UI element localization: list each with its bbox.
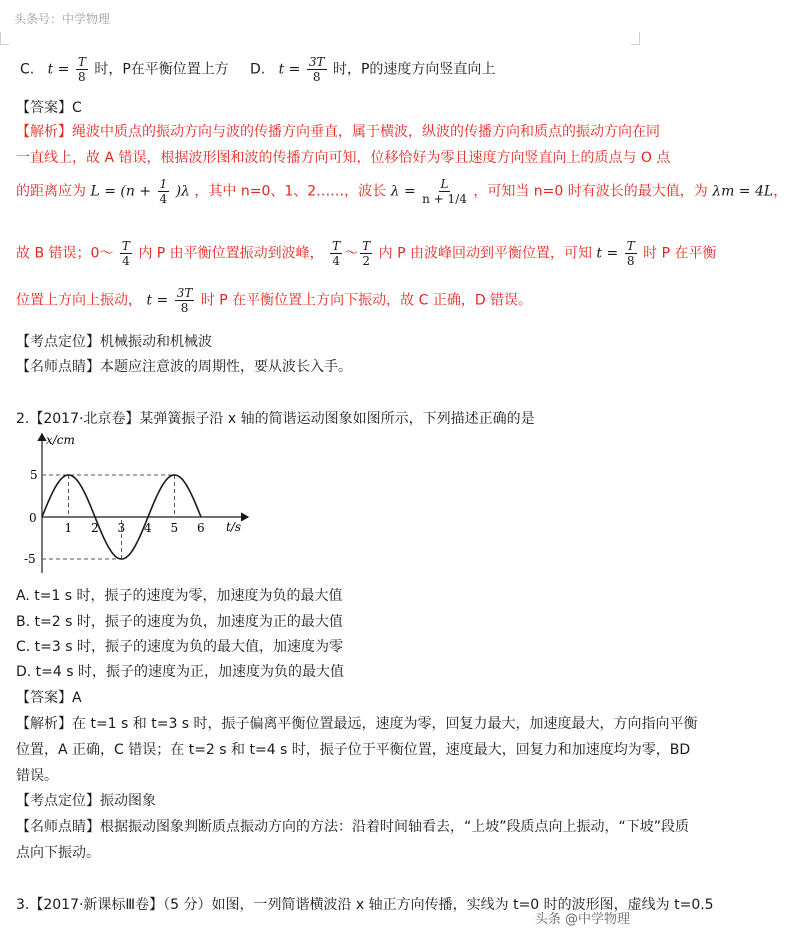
q1-analysis-line-2: 一直线上，故 A 错误，根据波形图和波的传播方向可知，位移恰好为零且速度方向竖直向上的质点与 O 点 <box>16 150 671 166</box>
x-tick-label: 3 <box>117 521 126 535</box>
fraction: $\frac{T}{8}$ <box>77 55 86 84</box>
q1-analysis-line-4: 故 B 错误；0～ $\frac{T}{4}$ 内 P 由平衡位置振动到波峰， $\frac{T}{4}$ ～ $\frac{T}{2}$ 内 P 由波峰回动到平衡位置，可知 t = $\frac{T}{8}$ 时 P 在平衡 <box>16 239 717 268</box>
y-tick-label: 5 <box>30 468 38 482</box>
source-header: 头条号：中学物理 <box>14 12 111 26</box>
x-tick-label: 2 <box>91 521 99 535</box>
q2-option-b: B. t=2 s 时，振子的速度为负，加速度为正的最大值 <box>16 614 343 630</box>
q1-analysis-line-5: 位置上方向上振动， t = $\frac{3T}{8}$ 时 P 在平衡位置上方向下振动，故 C 正确，D 错误。 <box>16 286 533 315</box>
q1-analysis-line-1: 【解析】绳波中质点的振动方向与波的传播方向垂直，属于横波，纵波的传播方向和质点的振动方向在同 <box>16 124 660 140</box>
y-axis-label: x/cm <box>46 433 75 447</box>
x-axis-label: t/s <box>226 520 242 534</box>
q2-stem: 2.【2017·北京卷】某弹簧振子沿 x 轴的简谐运动图象如图所示，下列描述正确的是 <box>16 411 535 427</box>
q2-comment-line-1: 【名师点睛】根据振动图象判断质点振动方向的方法：沿着时间轴看去，“上坡”段质点向上振动，“下坡”段质 <box>16 819 690 835</box>
q1-analysis-line-3: 的距离应为 L = (n + $\frac{1}{4}$ )λ ，其中 n=0、1、2……，波长 λ = $\frac{L}{n + 1/4}$ ，可知当 n=0 时有波长的最大值，为 λm = 4L， <box>16 177 787 206</box>
watermark: 头条 @中学物理 <box>534 912 630 927</box>
page-corner-left <box>0 32 9 45</box>
x-tick-label: 5 <box>170 521 179 535</box>
x-tick-label: 6 <box>197 521 205 535</box>
q2-analysis-line-3: 错误。 <box>16 768 58 784</box>
q2-option-a: A. t=1 s 时，振子的速度为零，加速度为负的最大值 <box>16 588 343 604</box>
q1-option-c: C. t = $\frac{T}{8}$ 时，P在平衡位置上方 <box>20 55 229 84</box>
origin-label: 0 <box>29 511 37 525</box>
q2-option-c: C. t=3 s 时，振子的速度为负的最大值，加速度为零 <box>16 639 343 655</box>
x-tick-label: 4 <box>144 521 152 535</box>
page-corner-right <box>631 32 640 45</box>
q1-option-d: D. t = $\frac{3T}{8}$ 时，P的速度方向竖直向上 <box>250 55 496 84</box>
q2-comment-line-2: 点向下振动。 <box>16 845 100 861</box>
q2-point: 【考点定位】振动图象 <box>16 793 156 809</box>
q1-point: 【考点定位】机械振动和机械波 <box>16 334 212 350</box>
q2-analysis-line-1: 【解析】在 t=1 s 和 t=3 s 时，振子偏离平衡位置最远，速度为零，回复力最大，加速度最大，方向指向平衡 <box>16 716 698 732</box>
fraction: $\frac{3T}{8}$ <box>308 55 325 84</box>
oscillation-graph <box>20 428 250 578</box>
q2-answer: 【答案】A <box>16 690 82 706</box>
q1-answer: 【答案】C <box>16 100 82 116</box>
y-tick-label: -5 <box>24 552 36 566</box>
q3-stem: 3.【2017·新课标Ⅲ卷】（5 分）如图，一列简谐横波沿 x 轴正方向传播，实线为 t=0 时的波形图，虚线为 t=0.5 <box>16 897 714 913</box>
q2-analysis-line-2: 位置，A 正确，C 错误；在 t=2 s 和 t=4 s 时，振子位于平衡位置，速度最大，回复力和加速度均为零，BD <box>16 742 691 758</box>
x-tick-label: 1 <box>64 521 73 535</box>
q2-option-d: D. t=4 s 时，振子的速度为正，加速度为负的最大值 <box>16 664 345 680</box>
q1-comment: 【名师点睛】本题应注意波的周期性，要从波长入手。 <box>16 359 352 375</box>
